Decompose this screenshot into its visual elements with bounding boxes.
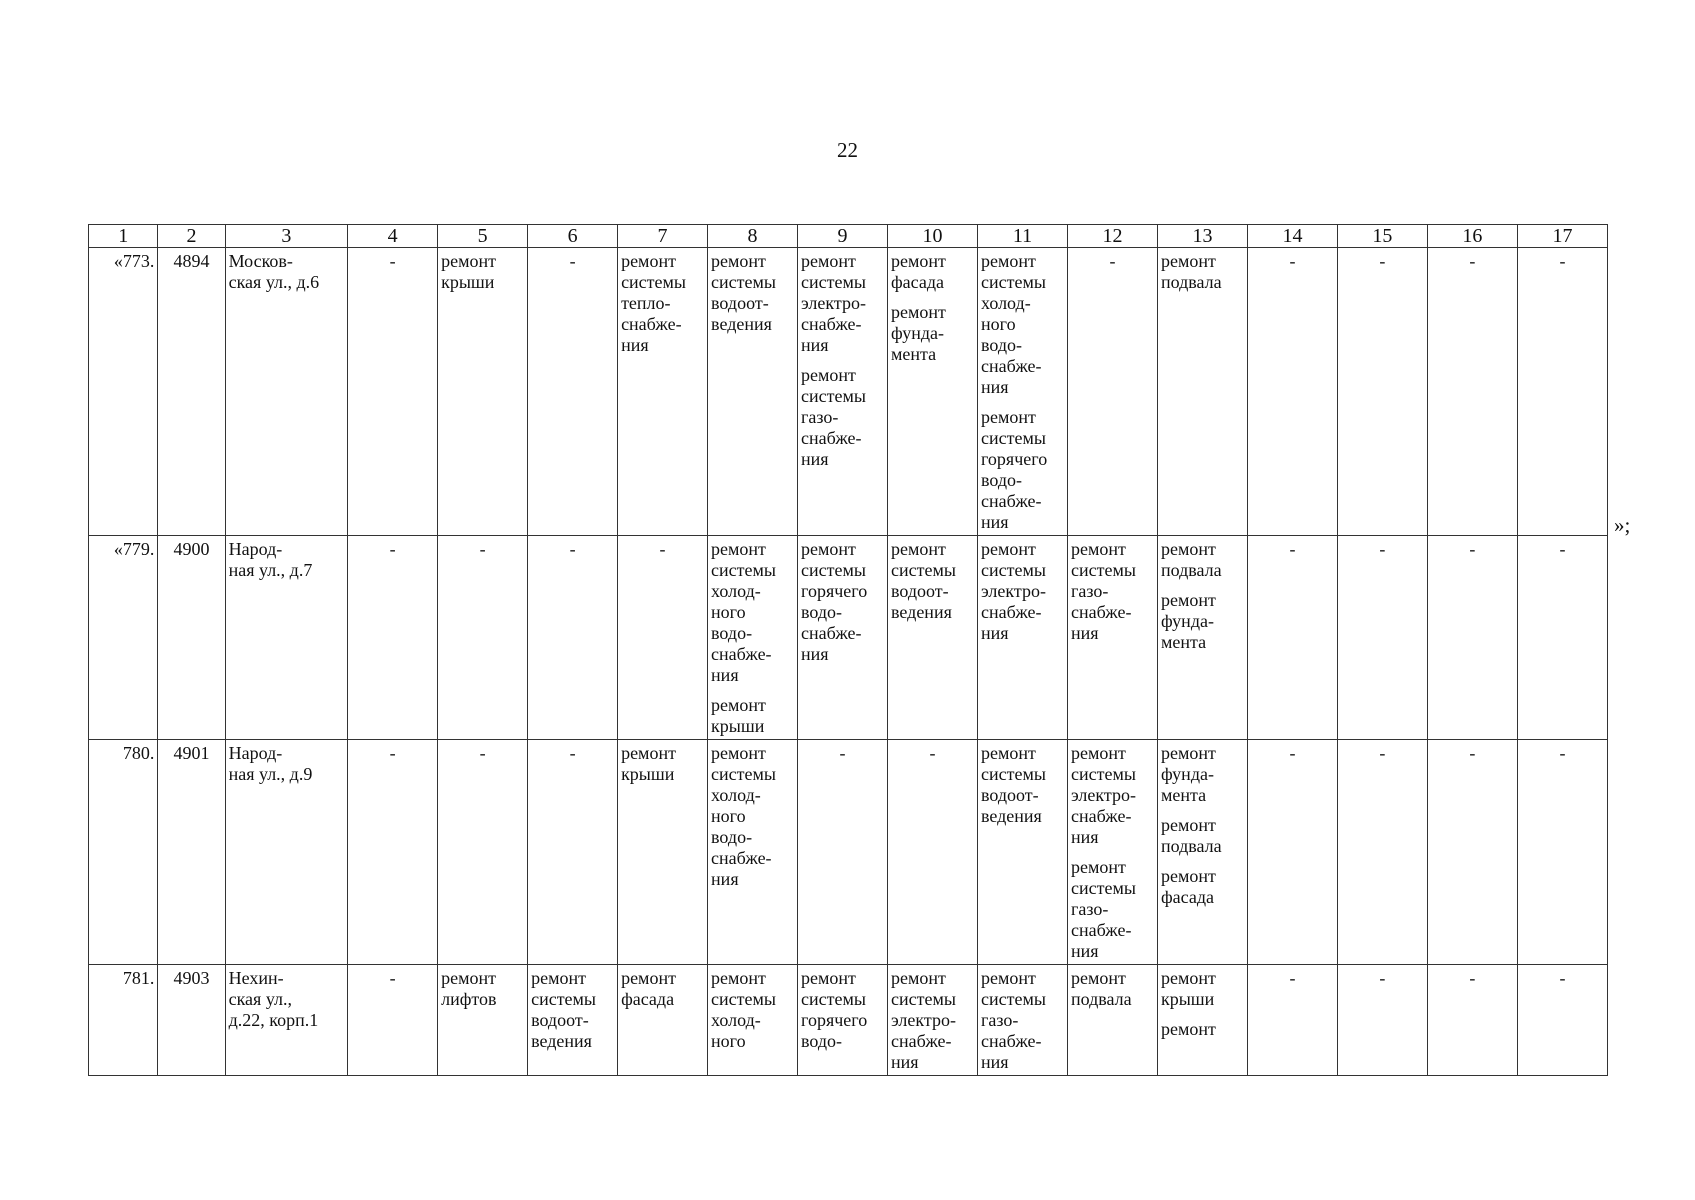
work-cell — [708, 536, 798, 740]
work-item: ремонт фасада — [621, 968, 676, 1009]
empty-work-cell — [1337, 536, 1427, 740]
work-cell — [708, 248, 798, 536]
work-item: ремонт системы газо- снабже- ния — [1070, 539, 1136, 643]
dash-mark: - — [389, 968, 396, 988]
empty-work-cell — [1517, 965, 1607, 1076]
column-number: 2 — [158, 225, 225, 248]
dash-mark: - — [1379, 968, 1386, 988]
work-cell — [888, 965, 978, 1076]
empty-work-cell — [348, 965, 438, 1076]
work-cell — [798, 536, 888, 740]
empty-work-cell — [1427, 536, 1517, 740]
dash-mark: - — [1559, 968, 1566, 988]
work-item: ремонт фасада — [1160, 866, 1216, 907]
work-item: ремонт подвала — [1160, 539, 1222, 580]
dash-mark: - — [1109, 251, 1116, 271]
empty-work-cell — [348, 536, 438, 740]
closing-quote-mark: »; — [1614, 513, 1631, 537]
work-cell — [888, 248, 978, 536]
empty-work-cell — [798, 740, 888, 965]
empty-work-cell — [528, 740, 618, 965]
work-cell — [1067, 965, 1157, 1076]
empty-work-cell — [1517, 536, 1607, 740]
empty-work-cell — [1427, 965, 1517, 1076]
page-number: 22 — [837, 138, 858, 162]
work-item: ремонт системы электро- снабже- ния — [981, 539, 1046, 643]
empty-work-cell — [528, 248, 618, 536]
work-item: ремонт системы холод- ного водо- снабже- ния — [711, 743, 776, 889]
row-number-cell: 780. — [89, 740, 158, 965]
work-cell — [978, 740, 1068, 965]
dash-mark: - — [929, 743, 936, 763]
work-cell — [978, 965, 1068, 1076]
dash-mark: - — [1289, 968, 1296, 988]
work-item: ремонт фунда- мента — [1160, 590, 1216, 652]
table-row — [89, 965, 1608, 1076]
dash-mark: - — [1469, 539, 1476, 559]
column-number: 14 — [1247, 225, 1337, 248]
empty-work-cell — [1247, 248, 1337, 536]
column-number: 13 — [1157, 225, 1247, 248]
empty-work-cell — [438, 740, 528, 965]
dash-mark: - — [1469, 251, 1476, 271]
building-code-cell: 4901 — [158, 740, 225, 965]
empty-work-cell — [618, 536, 708, 740]
dash-mark: - — [1379, 251, 1386, 271]
work-cell — [1157, 965, 1247, 1076]
empty-work-cell — [348, 740, 438, 965]
column-number: 10 — [888, 225, 978, 248]
work-item: ремонт системы газо- снабже- ния — [801, 365, 866, 469]
work-cell — [618, 248, 708, 536]
column-number: 15 — [1337, 225, 1427, 248]
dash-mark: - — [1379, 743, 1386, 763]
work-item: ремонт системы водоот- ведения — [711, 251, 776, 334]
table-row — [89, 740, 1608, 965]
dash-mark: - — [1289, 251, 1296, 271]
work-item: ремонт фунда- мента — [1160, 743, 1216, 805]
work-cell — [618, 965, 708, 1076]
empty-work-cell — [1337, 740, 1427, 965]
dash-mark: - — [389, 743, 396, 763]
work-item: ремонт подвала — [1160, 815, 1222, 856]
dash-mark: - — [1469, 743, 1476, 763]
column-number: 8 — [708, 225, 798, 248]
empty-work-cell — [348, 248, 438, 536]
work-cell — [1157, 740, 1247, 965]
column-number: 16 — [1427, 225, 1517, 248]
row-number-cell: 781. — [89, 965, 158, 1076]
dash-mark: - — [569, 251, 576, 271]
work-item: ремонт лифтов — [441, 968, 497, 1009]
address-cell: Народ- ная ул., д.9 — [225, 740, 348, 965]
empty-work-cell — [1247, 740, 1337, 965]
address-cell: Нехин- ская ул., д.22, корп.1 — [225, 965, 348, 1076]
work-cell — [798, 965, 888, 1076]
empty-work-cell — [1427, 740, 1517, 965]
work-item: ремонт системы холод- ного водо- снабже- ния — [711, 539, 776, 685]
dash-mark: - — [389, 539, 396, 559]
column-number: 12 — [1067, 225, 1157, 248]
dash-mark: - — [479, 743, 486, 763]
empty-work-cell — [1067, 248, 1157, 536]
empty-work-cell — [888, 740, 978, 965]
work-item: ремонт системы водоот- ведения — [531, 968, 597, 1051]
work-cell — [978, 536, 1068, 740]
building-code-cell: 4900 — [158, 536, 225, 740]
repair-schedule-table — [88, 224, 1608, 1076]
work-cell — [708, 965, 798, 1076]
table-row — [89, 248, 1608, 536]
work-cell — [1157, 248, 1247, 536]
empty-work-cell — [528, 536, 618, 740]
column-number: 7 — [618, 225, 708, 248]
row-number-cell: «779. — [89, 536, 158, 740]
work-item: ремонт системы водоот- ведения — [891, 539, 956, 622]
work-cell — [438, 965, 528, 1076]
dash-mark: - — [569, 539, 576, 559]
work-cell — [1067, 740, 1157, 965]
work-item: ремонт системы электро- снабже- ния — [801, 251, 866, 355]
column-number-row — [89, 225, 1608, 248]
work-cell — [888, 536, 978, 740]
work-item: ремонт системы газо- снабже- ния — [1070, 857, 1136, 961]
work-item: ремонт системы горячего водо- снабже- ния — [981, 407, 1048, 532]
dash-mark: - — [1559, 743, 1566, 763]
work-item: ремонт фунда- мента — [891, 302, 946, 364]
dash-mark: - — [1559, 251, 1566, 271]
column-number: 4 — [348, 225, 438, 248]
column-number: 3 — [225, 225, 348, 248]
empty-work-cell — [1517, 248, 1607, 536]
work-item: ремонт крыши — [1160, 968, 1216, 1009]
work-cell — [528, 965, 618, 1076]
empty-work-cell — [1337, 965, 1427, 1076]
work-item: ремонт крыши — [711, 695, 766, 736]
work-cell — [438, 248, 528, 536]
work-item: ремонт фасада — [891, 251, 946, 292]
work-item: ремонт системы горячего водо- снабже- ния — [801, 539, 868, 664]
column-number: 17 — [1517, 225, 1607, 248]
work-item: ремонт системы электро- снабже- ния — [1070, 743, 1136, 847]
building-code-cell: 4894 — [158, 248, 225, 536]
dash-mark: - — [659, 539, 666, 559]
address-cell: Москов- ская ул., д.6 — [225, 248, 348, 536]
dash-mark: - — [569, 743, 576, 763]
empty-work-cell — [1427, 248, 1517, 536]
work-cell — [1157, 536, 1247, 740]
work-item: ремонт — [1160, 1019, 1216, 1039]
dash-mark: - — [1289, 743, 1296, 763]
empty-work-cell — [1247, 965, 1337, 1076]
column-number: 6 — [528, 225, 618, 248]
table-row — [89, 536, 1608, 740]
address-cell: Народ- ная ул., д.7 — [225, 536, 348, 740]
work-item: ремонт системы электро- снабже- ния — [891, 968, 956, 1072]
column-number: 11 — [978, 225, 1068, 248]
building-code-cell: 4903 — [158, 965, 225, 1076]
work-item: ремонт крыши — [621, 743, 676, 784]
work-cell — [978, 248, 1068, 536]
work-item: ремонт подвала — [1070, 968, 1132, 1009]
work-item: ремонт крыши — [441, 251, 496, 292]
column-number: 9 — [798, 225, 888, 248]
work-item: ремонт системы холод- ного водо- снабже- ния — [981, 251, 1046, 397]
work-cell — [1067, 536, 1157, 740]
work-item: ремонт системы водоот- ведения — [981, 743, 1046, 826]
work-cell — [708, 740, 798, 965]
work-cell — [798, 248, 888, 536]
empty-work-cell — [1517, 740, 1607, 965]
row-number-cell: «773. — [89, 248, 158, 536]
column-number: 5 — [438, 225, 528, 248]
work-cell — [618, 740, 708, 965]
dash-mark: - — [1289, 539, 1296, 559]
work-item: ремонт подвала — [1160, 251, 1222, 292]
empty-work-cell — [438, 536, 528, 740]
empty-work-cell — [1247, 536, 1337, 740]
dash-mark: - — [839, 743, 846, 763]
dash-mark: - — [1379, 539, 1386, 559]
column-number: 1 — [89, 225, 158, 248]
dash-mark: - — [1559, 539, 1566, 559]
work-item: ремонт системы горячего водо- — [801, 968, 868, 1051]
empty-work-cell — [1337, 248, 1427, 536]
work-item: ремонт системы газо- снабже- ния — [981, 968, 1046, 1072]
dash-mark: - — [479, 539, 486, 559]
dash-mark: - — [1469, 968, 1476, 988]
work-item: ремонт системы тепло- снабже- ния — [621, 251, 687, 355]
work-item: ремонт системы холод- ного — [711, 968, 776, 1051]
dash-mark: - — [389, 251, 396, 271]
